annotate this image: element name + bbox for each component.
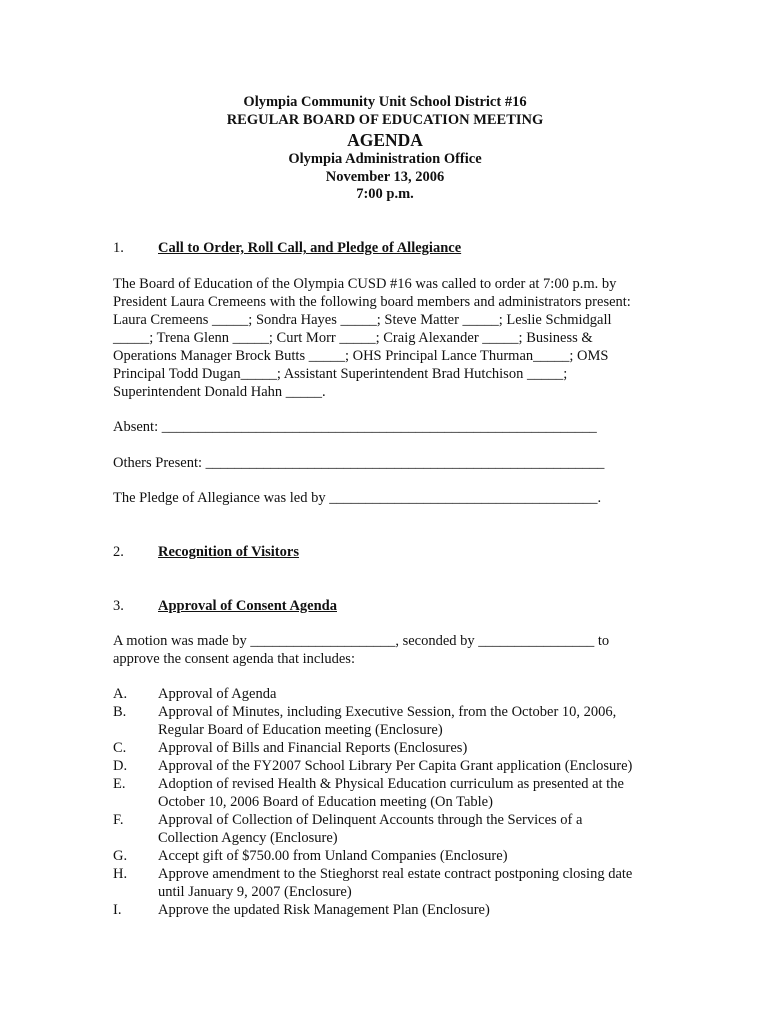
item-line: Approval of Minutes, including Executive Session, from the October 10, 2006, <box>158 704 617 720</box>
item-letter: I. <box>113 902 122 918</box>
paragraph-line: approve the consent agenda that includes: <box>113 651 355 667</box>
section-1-number: 1. <box>113 240 124 256</box>
paragraph-line: The Board of Education of the Olympia CUSD #16 was called to order at 7:00 p.m. by <box>113 276 617 292</box>
list-item <box>113 811 673 847</box>
section-3-number: 3. <box>113 598 124 614</box>
item-line: until January 9, 2007 (Enclosure) <box>158 884 352 900</box>
others-present-line: Others Present: _______________________________________________________ <box>113 455 605 471</box>
paragraph-line: Operations Manager Brock Butts _____; OHS Principal Lance Thurman_____; OMS <box>113 348 609 364</box>
paragraph-line: Superintendent Donald Hahn _____. <box>113 384 326 400</box>
section-2-title: Recognition of Visitors <box>158 544 299 560</box>
list-item <box>113 685 673 703</box>
paragraph-line: Laura Cremeens _____; Sondra Hayes _____; Steve Matter _____; Leslie Schmidgall <box>113 312 612 328</box>
list-item <box>113 703 673 739</box>
paragraph-line: _____; Trena Glenn _____; Curt Morr _____; Craig Alexander _____; Business & <box>113 330 593 346</box>
item-letter: C. <box>113 740 127 756</box>
section-2-number: 2. <box>113 544 124 560</box>
item-line: Approve the updated Risk Management Plan (Enclosure) <box>158 902 490 918</box>
item-line: Adoption of revised Health & Physical Education curriculum as presented at the <box>158 776 624 792</box>
item-letter: A. <box>113 686 128 702</box>
meeting-time: 7:00 p.m. <box>356 186 414 202</box>
item-letter: H. <box>113 866 128 882</box>
motion-paragraph <box>113 632 673 668</box>
list-item <box>113 775 673 811</box>
item-line: Accept gift of $750.00 from Unland Companies (Enclosure) <box>158 848 508 864</box>
item-line: Approval of the FY2007 School Library Per Capita Grant application (Enclosure) <box>158 758 633 774</box>
meeting-date: November 13, 2006 <box>325 168 445 185</box>
list-item <box>113 739 673 757</box>
list-item <box>113 847 673 865</box>
item-line: Approval of Agenda <box>158 686 277 702</box>
list-item <box>113 901 673 919</box>
item-line: Approve amendment to the Stieghorst real estate contract postponing closing date <box>158 866 633 882</box>
paragraph-line: Principal Todd Dugan_____; Assistant Superintendent Brad Hutchison _____; <box>113 366 568 382</box>
list-item <box>113 865 673 901</box>
consent-agenda-list <box>113 685 673 919</box>
section-3-title: Approval of Consent Agenda <box>158 598 337 614</box>
meeting-title: REGULAR BOARD OF EDUCATION MEETING <box>226 111 544 128</box>
paragraph-line: A motion was made by ____________________, seconded by ________________ to <box>113 633 610 649</box>
absent-line: Absent: ____________________________________________________________ <box>113 419 597 435</box>
document-header <box>0 94 770 204</box>
roll-call-paragraph <box>113 275 673 401</box>
list-item <box>113 757 673 775</box>
item-line: Regular Board of Education meeting (Enclosure) <box>158 722 443 738</box>
item-line: Approval of Collection of Delinquent Accounts through the Services of a <box>158 812 583 828</box>
item-line: Collection Agency (Enclosure) <box>158 830 338 846</box>
item-letter: E. <box>113 776 126 792</box>
district-name: Olympia Community Unit School District #16 <box>243 94 527 110</box>
agenda-title: AGENDA <box>347 130 423 150</box>
item-letter: G. <box>113 848 128 864</box>
item-line: Approval of Bills and Financial Reports (Enclosures) <box>158 740 468 756</box>
item-line: October 10, 2006 Board of Education meeting (On Table) <box>158 794 493 810</box>
meeting-location: Olympia Administration Office <box>288 151 482 167</box>
section-1-title: Call to Order, Roll Call, and Pledge of Allegiance <box>158 240 462 256</box>
pledge-line: The Pledge of Allegiance was led by _____________________________________. <box>113 490 602 506</box>
paragraph-line: President Laura Cremeens with the following board members and administrators present: <box>113 294 631 310</box>
item-letter: B. <box>113 704 127 720</box>
item-letter: F. <box>113 812 124 828</box>
item-letter: D. <box>113 758 128 774</box>
